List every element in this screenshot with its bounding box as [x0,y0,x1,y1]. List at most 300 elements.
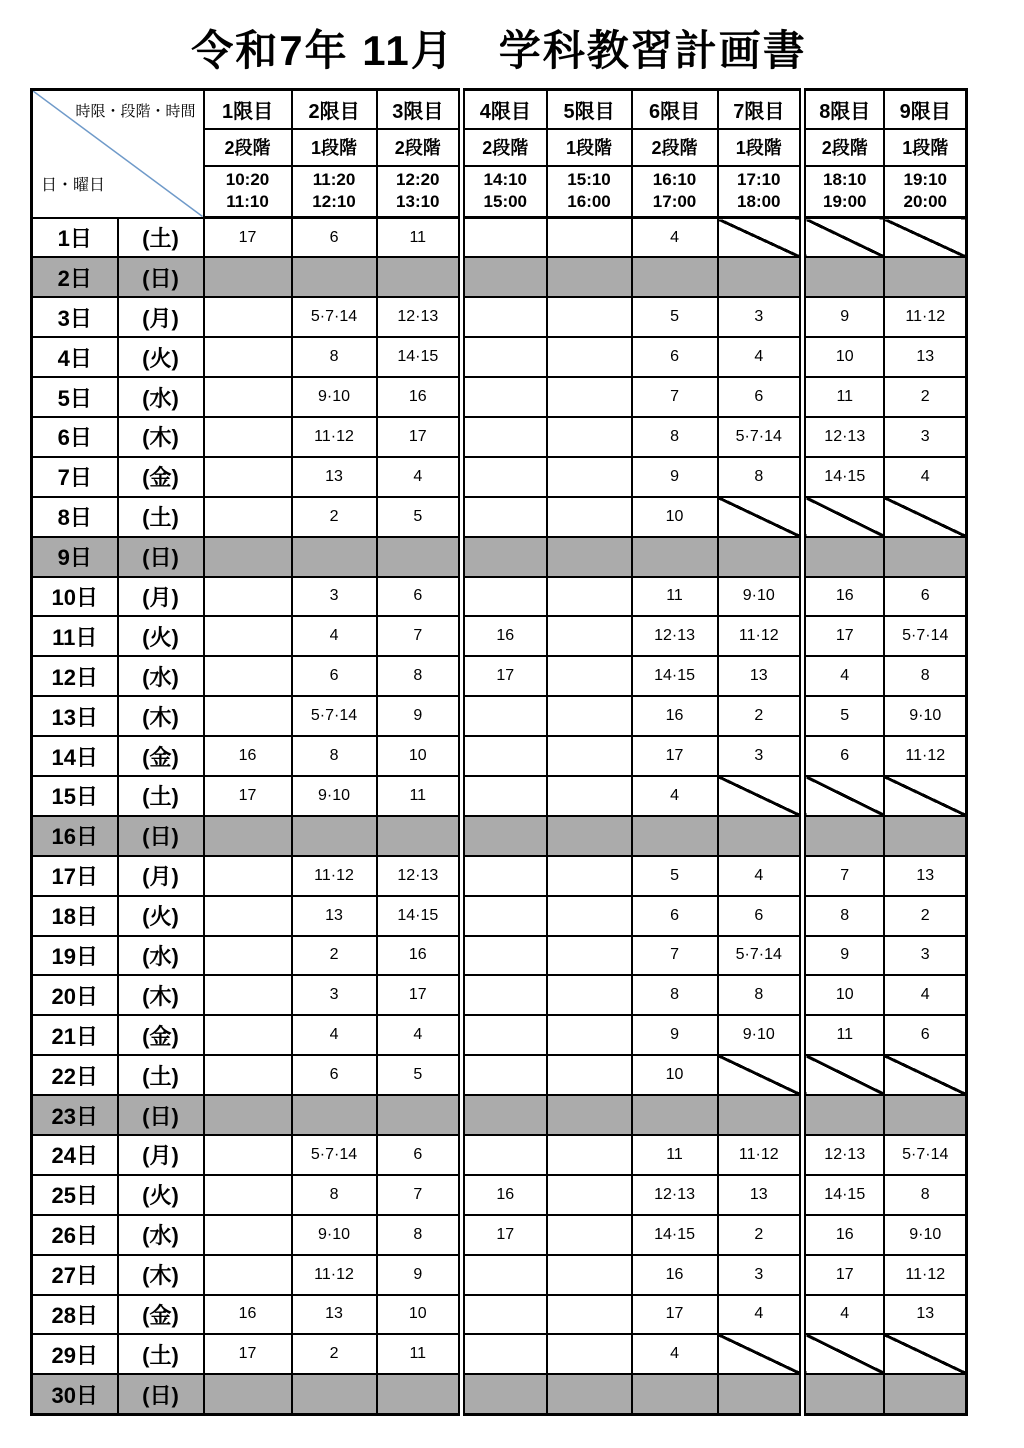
schedule-cell: 16 [204,736,292,776]
weekday-label: (木) [118,975,204,1015]
schedule-cell: 17 [632,1295,718,1335]
weekday-label: (土) [118,776,204,816]
weekday-label: (日) [118,1374,204,1414]
schedule-cell: 3 [884,936,966,976]
schedule-cell [204,257,292,297]
time-start: 18:10 [823,170,867,190]
schedule-cell [204,1135,292,1175]
weekday-label: (金) [118,1015,204,1055]
day-label: 10日 [32,577,118,617]
schedule-cell: 13 [884,1295,966,1335]
schedule-cell: 9 [803,297,885,337]
schedule-cell: 4 [292,616,377,656]
time-header [377,166,462,218]
schedule-cell [204,537,292,577]
schedule-cell [204,457,292,497]
schedule-cell: 6 [632,896,718,936]
schedule-cell [204,417,292,457]
no-class-slash-cell [803,218,885,258]
time-header [462,166,547,218]
schedule-cell [204,337,292,377]
schedule-cell [204,1255,292,1295]
schedule-cell [547,297,632,337]
schedule-cell [547,257,632,297]
table-row [32,1334,967,1374]
schedule-cell [547,656,632,696]
schedule-cell: 9 [632,457,718,497]
table-row [32,577,967,617]
no-class-slash-cell [803,776,885,816]
schedule-cell: 8 [718,457,803,497]
table-row [32,337,967,377]
schedule-cell: 16 [462,1175,547,1215]
schedule-cell [292,1374,377,1414]
schedule-cell: 5 [377,1055,462,1095]
schedule-cell: 6 [292,218,377,258]
time-header [632,166,718,218]
schedule-cell: 9·10 [718,577,803,617]
no-class-slash-cell [884,218,966,258]
schedule-cell: 2 [292,497,377,537]
schedule-cell [462,1295,547,1335]
schedule-cell: 6 [718,377,803,417]
stage-header: 2段階 [462,129,547,166]
schedule-cell: 9·10 [884,1215,966,1255]
schedule-cell: 16 [632,1255,718,1295]
schedule-cell: 8 [803,896,885,936]
schedule-cell: 4 [803,656,885,696]
stage-header: 2段階 [632,129,718,166]
schedule-cell [547,1055,632,1095]
table-row [32,537,967,577]
weekday-label: (水) [118,1215,204,1255]
schedule-cell: 10 [377,736,462,776]
schedule-cell: 4 [377,1015,462,1055]
schedule-cell: 10 [803,337,885,377]
day-label: 21日 [32,1015,118,1055]
weekday-label: (金) [118,736,204,776]
schedule-cell: 10 [632,1055,718,1095]
day-label: 5日 [32,377,118,417]
no-class-slash-cell [718,1055,803,1095]
time-end: 18:00 [737,192,781,212]
period-header: 1限目 [204,90,292,129]
day-label: 14日 [32,736,118,776]
schedule-cell [462,1095,547,1135]
schedule-cell [884,1095,966,1135]
schedule-cell: 8 [292,1175,377,1215]
schedule-cell [803,816,885,856]
schedule-cell: 5 [377,497,462,537]
schedule-cell: 5 [803,696,885,736]
schedule-cell: 11 [632,577,718,617]
schedule-cell [462,1374,547,1414]
schedule-cell: 17 [462,1215,547,1255]
schedule-cell: 10 [377,1295,462,1335]
schedule-cell [377,816,462,856]
schedule-cell: 17 [803,1255,885,1295]
schedule-cell [803,1374,885,1414]
table-row [32,1135,967,1175]
table-row [32,377,967,417]
schedule-cell: 8 [377,1215,462,1255]
schedule-cell: 11 [632,1135,718,1175]
weekday-label: (土) [118,1055,204,1095]
weekday-label: (木) [118,696,204,736]
schedule-cell: 5·7·14 [292,1135,377,1175]
day-label: 15日 [32,776,118,816]
schedule-cell [204,1374,292,1414]
time-header [803,166,885,218]
table-row [32,1374,967,1414]
schedule-cell [803,1095,885,1135]
time-header [547,166,632,218]
schedule-cell [884,816,966,856]
schedule-cell: 13 [718,1175,803,1215]
table-row [32,616,967,656]
schedule-cell: 7 [377,1175,462,1215]
day-label: 3日 [32,297,118,337]
schedule-cell: 11·12 [884,297,966,337]
day-label: 16日 [32,816,118,856]
schedule-cell: 14·15 [803,457,885,497]
schedule-cell: 5·7·14 [718,936,803,976]
table-row [32,975,967,1015]
schedule-cell [462,776,547,816]
schedule-cell [547,537,632,577]
schedule-cell: 7 [377,616,462,656]
schedule-cell [884,1374,966,1414]
schedule-cell [547,1374,632,1414]
stage-header: 2段階 [204,129,292,166]
time-end: 12:10 [312,192,356,212]
schedule-cell: 9·10 [292,377,377,417]
schedule-cell: 9 [377,696,462,736]
schedule-cell: 16 [462,616,547,656]
no-class-slash-cell [884,776,966,816]
stage-header: 1段階 [292,129,377,166]
day-label: 27日 [32,1255,118,1295]
schedule-cell: 6 [377,577,462,617]
table-row [32,297,967,337]
schedule-cell: 2 [884,377,966,417]
day-label: 20日 [32,975,118,1015]
schedule-cell: 3 [718,1255,803,1295]
schedule-cell: 3 [718,297,803,337]
schedule-cell: 11·12 [292,1255,377,1295]
header-row-periods [32,90,967,129]
schedule-cell: 6 [803,736,885,776]
schedule-cell: 4 [718,1295,803,1335]
schedule-cell [462,577,547,617]
no-class-slash-cell [803,1055,885,1095]
schedule-cell [632,537,718,577]
schedule-cell [377,257,462,297]
schedule-cell [462,736,547,776]
schedule-cell [204,1175,292,1215]
weekday-label: (水) [118,656,204,696]
schedule-cell [462,696,547,736]
table-row [32,1255,967,1295]
schedule-cell [718,257,803,297]
schedule-cell [462,457,547,497]
schedule-cell [547,1334,632,1374]
page-title: 令和7年 11月 学科教習計画書 [191,27,807,74]
schedule-cell [547,1015,632,1055]
period-header: 4限目 [462,90,547,129]
schedule-cell: 17 [204,1334,292,1374]
schedule-cell: 12·13 [377,297,462,337]
schedule-cell: 16 [803,1215,885,1255]
weekday-label: (土) [118,497,204,537]
period-header: 3限目 [377,90,462,129]
schedule-cell [462,497,547,537]
schedule-cell [462,1334,547,1374]
weekday-label: (日) [118,816,204,856]
weekday-label: (木) [118,1255,204,1295]
schedule-cell [462,1055,547,1095]
weekday-label: (月) [118,856,204,896]
no-class-slash-cell [803,1334,885,1374]
schedule-cell [547,377,632,417]
schedule-cell: 10 [803,975,885,1015]
schedule-cell: 9·10 [884,696,966,736]
no-class-slash-cell [884,1055,966,1095]
period-header: 5限目 [547,90,632,129]
table-row [32,497,967,537]
schedule-cell [547,776,632,816]
schedule-cell: 4 [718,856,803,896]
schedule-cell [204,656,292,696]
schedule-cell: 5·7·14 [884,616,966,656]
schedule-cell: 11 [803,1015,885,1055]
schedule-cell [547,1255,632,1295]
weekday-label: (火) [118,896,204,936]
schedule-cell: 13 [292,1295,377,1335]
schedule-cell [204,497,292,537]
schedule-cell: 2 [292,936,377,976]
stage-header: 2段階 [377,129,462,166]
schedule-cell: 9 [377,1255,462,1295]
schedule-cell: 7 [632,377,718,417]
schedule-cell: 4 [884,457,966,497]
schedule-cell: 8 [292,736,377,776]
schedule-cell: 17 [204,218,292,258]
schedule-cell [547,975,632,1015]
schedule-cell: 5 [632,297,718,337]
schedule-cell [547,417,632,457]
schedule-cell: 6 [632,337,718,377]
weekday-label: (水) [118,936,204,976]
day-label: 11日 [32,616,118,656]
schedule-cell [547,577,632,617]
schedule-cell: 9 [803,936,885,976]
time-header [884,166,966,218]
table-row [32,656,967,696]
schedule-cell [547,497,632,537]
time-header [204,166,292,218]
table-row [32,936,967,976]
schedule-cell: 13 [292,896,377,936]
schedule-cell: 5 [632,856,718,896]
schedule-cell [547,896,632,936]
schedule-cell: 6 [884,1015,966,1055]
schedule-cell: 4 [377,457,462,497]
period-header: 6限目 [632,90,718,129]
schedule-cell [547,1215,632,1255]
schedule-cell [718,816,803,856]
schedule-cell [462,1255,547,1295]
schedule-cell [462,1135,547,1175]
schedule-cell [547,736,632,776]
period-header: 8限目 [803,90,885,129]
schedule-cell [204,377,292,417]
schedule-cell: 9 [632,1015,718,1055]
schedule-cell [204,577,292,617]
corner-label-date-weekday: 日・曜日 [41,176,106,194]
weekday-label: (火) [118,337,204,377]
schedule-cell: 5·7·14 [292,297,377,337]
schedule-cell [547,337,632,377]
schedule-cell [718,537,803,577]
schedule-cell: 14·15 [803,1175,885,1215]
schedule-cell: 11·12 [884,1255,966,1295]
schedule-cell: 6 [292,656,377,696]
schedule-cell [547,1095,632,1135]
schedule-cell: 14·15 [377,896,462,936]
table-row [32,856,967,896]
schedule-cell: 10 [632,497,718,537]
schedule-table [30,88,968,1416]
time-start: 14:10 [483,170,528,190]
schedule-cell [547,936,632,976]
schedule-cell: 8 [884,1175,966,1215]
day-label: 24日 [32,1135,118,1175]
schedule-cell: 11 [803,377,885,417]
schedule-cell: 8 [884,656,966,696]
day-label: 4日 [32,337,118,377]
schedule-cell [462,377,547,417]
table-row [32,1215,967,1255]
schedule-cell [632,1374,718,1414]
schedule-cell: 11·12 [718,616,803,656]
schedule-cell [462,975,547,1015]
schedule-cell: 17 [377,975,462,1015]
schedule-cell: 11 [377,1334,462,1374]
schedule-cell: 12·13 [632,1175,718,1215]
weekday-label: (日) [118,257,204,297]
no-class-slash-cell [718,776,803,816]
time-start: 17:10 [737,170,781,190]
day-label: 13日 [32,696,118,736]
schedule-cell [462,417,547,457]
schedule-cell [204,816,292,856]
no-class-slash-cell [884,1334,966,1374]
time-header [292,166,377,218]
weekday-label: (日) [118,1095,204,1135]
time-end: 17:00 [652,192,697,212]
time-end: 16:00 [567,192,611,212]
time-start: 16:10 [652,170,697,190]
schedule-cell: 4 [632,1334,718,1374]
schedule-cell: 4 [803,1295,885,1335]
schedule-cell: 14·15 [632,1215,718,1255]
schedule-cell: 8 [377,656,462,696]
time-header [718,166,803,218]
stage-header: 1段階 [718,129,803,166]
schedule-cell [718,1095,803,1135]
schedule-cell [547,816,632,856]
schedule-cell [547,1175,632,1215]
schedule-cell: 7 [803,856,885,896]
schedule-cell: 5·7·14 [292,696,377,736]
schedule-cell [292,1095,377,1135]
schedule-cell [547,218,632,258]
schedule-cell [204,1215,292,1255]
table-row [32,1175,967,1215]
table-row [32,1015,967,1055]
time-end: 20:00 [903,192,947,212]
weekday-label: (火) [118,616,204,656]
time-end: 13:10 [396,192,440,212]
day-label: 30日 [32,1374,118,1414]
day-label: 18日 [32,896,118,936]
table-row [32,1055,967,1095]
schedule-cell: 4 [718,337,803,377]
day-label: 12日 [32,656,118,696]
schedule-cell [884,537,966,577]
weekday-label: (月) [118,297,204,337]
weekday-label: (月) [118,577,204,617]
corner-cell [32,90,204,218]
weekday-label: (木) [118,417,204,457]
schedule-cell: 16 [803,577,885,617]
schedule-cell: 11 [377,218,462,258]
stage-header: 1段階 [884,129,966,166]
schedule-cell: 4 [884,975,966,1015]
day-label: 7日 [32,457,118,497]
schedule-cell: 8 [632,417,718,457]
weekday-label: (日) [118,537,204,577]
schedule-cell [632,1095,718,1135]
schedule-cell: 12·13 [377,856,462,896]
weekday-label: (土) [118,1334,204,1374]
schedule-cell: 16 [377,936,462,976]
schedule-cell: 2 [718,696,803,736]
schedule-cell [803,537,885,577]
schedule-cell: 17 [377,417,462,457]
table-row [32,457,967,497]
schedule-cell: 5·7·14 [718,417,803,457]
schedule-cell: 11·12 [884,736,966,776]
schedule-cell: 3 [718,736,803,776]
schedule-cell: 5·7·14 [884,1135,966,1175]
day-label: 28日 [32,1295,118,1335]
schedule-cell [292,257,377,297]
day-label: 23日 [32,1095,118,1135]
schedule-cell: 11 [377,776,462,816]
schedule-cell: 12·13 [632,616,718,656]
schedule-cell [377,1374,462,1414]
no-class-slash-cell [718,218,803,258]
day-label: 29日 [32,1334,118,1374]
schedule-cell: 16 [377,377,462,417]
schedule-cell: 16 [632,696,718,736]
schedule-cell [204,975,292,1015]
no-class-slash-cell [718,497,803,537]
schedule-cell [204,616,292,656]
table-row [32,257,967,297]
